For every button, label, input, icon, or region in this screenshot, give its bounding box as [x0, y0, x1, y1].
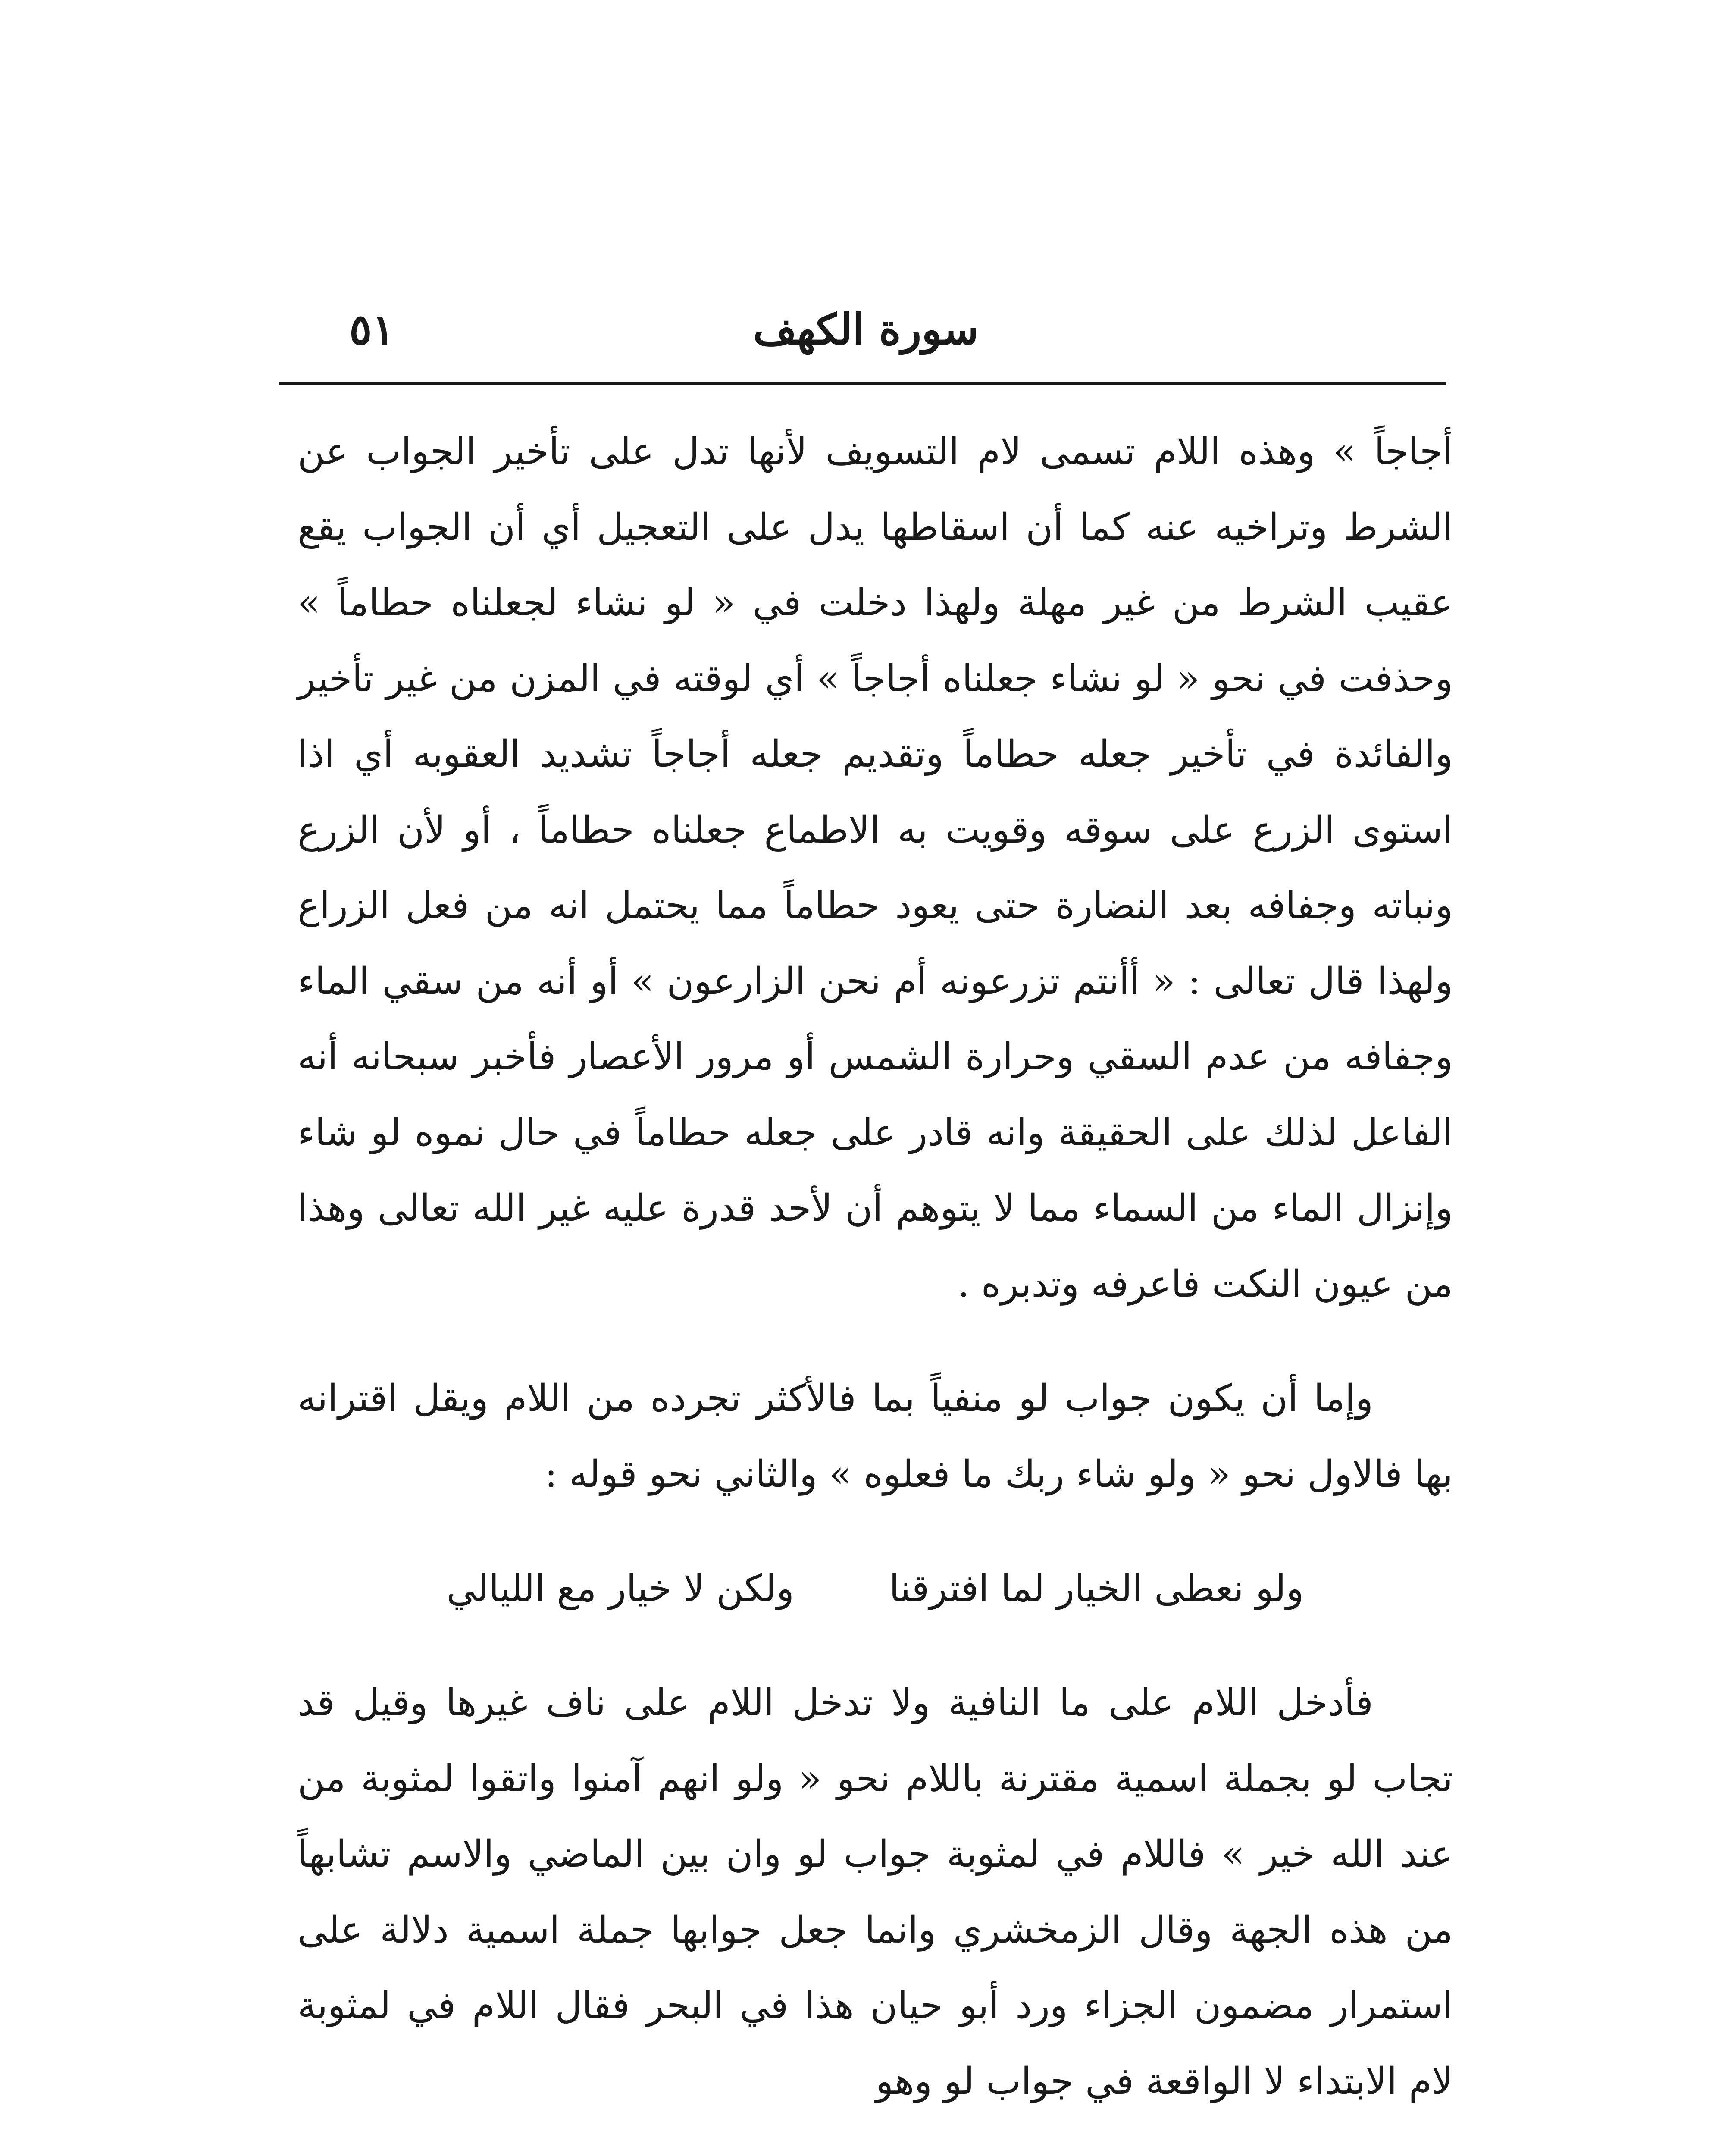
page-header	[280, 298, 1444, 367]
verse-second-hemistich: ولكن لا خيار مع الليالي	[446, 1567, 795, 1610]
verse-first-hemistich: ولو نعطى الخيار لما افترقنا	[889, 1567, 1304, 1610]
paragraph: فأدخل اللام على ما النافية ولا تدخل اللام على ناف غيرها وقيل قد تجاب لو بجملة اسمية مقترنة باللام نحو « ولو انهم آمنوا واتقوا لمثوبة من عند الله خير » فاللام في لمثوبة جواب لو وان بين الماضي والاسم تشابهاً من هذه الجهة وقال الزمخشري وانما جعل جوابها جملة اسمية دلالة على استمرار مضمون الجزاء ورد أبو حيان هذا في البحر فقال اللام في لمثوبة لام الابتداء لا الواقعة في جواب لو وهو	[297, 1681, 1453, 2103]
running-title: سورة الكهف	[753, 305, 979, 354]
header-divider	[279, 382, 1446, 385]
poetry-verse	[297, 1551, 1453, 1626]
paragraph: أجاجاً » وهذه اللام تسمى لام التسويف لأنها تدل على تأخير الجواب عن الشرط وتراخيه عنه كما أن اسقاطها يدل على التعجيل أي أن الجواب يقع عقيب الشرط من غير مهلة ولهذا دخلت في « لو نشاء لجعلناه حطاماً » وحذفت في نحو « لو نشاء جعلناه أجاجاً » أي لوقته في المزن من غير تأخير والفائدة في تأخير جعله حطاماً وتقديم جعله أجاجاً تشديد العقوبه أي اذا استوى الزرع على سوقه وقويت به الاطماع جعلناه حطاماً ، أو لأن الزرع ونباته وجفافه بعد النضارة حتى يعود حطاماً مما يحتمل انه من فعل الزراع ولهذا قال تعالى : « أأنتم تزرعونه أم نحن الزارعون » أو أنه من سقي الماء وجفافه من عدم السقي وحرارة الشمس أو مرور الأعصار فأخبر سبحانه أنه الفاعل لذلك على الحقيقة وانه قادر على جعله حطاماً في حال نموه لو شاء وإنزال الماء من السماء مما لا يتوهم أن لأحد قدرة عليه غير الله تعالى وهذا من عيون النكت فاعرفه وتدبره .	[297, 430, 1453, 1306]
body-text	[297, 414, 1453, 2119]
page-number: ٥١	[349, 305, 395, 354]
paragraph: وإما أن يكون جواب لو منفياً بما فالأكثر تجرده من اللام ويقل اقترانه بها فالاول نحو « ولو شاء ربك ما فعلوه » والثاني نحو قوله :	[297, 1377, 1453, 1496]
